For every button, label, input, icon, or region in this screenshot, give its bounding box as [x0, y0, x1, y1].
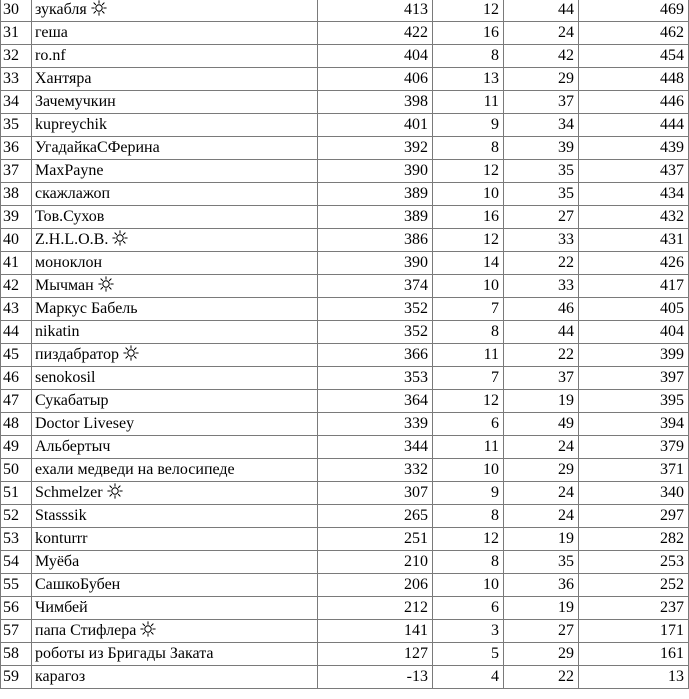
player-name: Мычман: [35, 277, 94, 294]
score-b-cell: 11: [433, 91, 504, 114]
score-c-cell: 35: [504, 551, 579, 574]
name-cell: [32, 482, 318, 505]
name-cell: [32, 344, 318, 367]
table-row: [1, 574, 689, 597]
player-name: Stasssik: [35, 507, 87, 524]
total-cell: 252: [579, 574, 689, 597]
rank-cell: 31: [1, 22, 32, 45]
total-cell: 454: [579, 45, 689, 68]
player-name: Z.H.L.O.B.: [35, 231, 109, 248]
score-a-cell: 392: [318, 137, 433, 160]
total-cell: 446: [579, 91, 689, 114]
rank-cell: 40: [1, 229, 32, 252]
player-name: Зачемучкин: [35, 93, 116, 110]
score-c-cell: 27: [504, 206, 579, 229]
player-name: гешa: [35, 24, 68, 41]
score-b-cell: 8: [433, 505, 504, 528]
score-b-cell: 8: [433, 321, 504, 344]
table-row: [1, 459, 689, 482]
player-name: УгадайкаСФерина: [35, 139, 160, 156]
score-a-cell: 386: [318, 229, 433, 252]
name-cell: [32, 45, 318, 68]
score-a-cell: 127: [318, 643, 433, 666]
total-cell: 448: [579, 68, 689, 91]
score-a-cell: 352: [318, 321, 433, 344]
score-c-cell: 44: [504, 0, 579, 22]
name-cell: [32, 597, 318, 620]
name-cell: [32, 206, 318, 229]
name-cell: [32, 551, 318, 574]
score-a-cell: 374: [318, 275, 433, 298]
name-cell: [32, 436, 318, 459]
rank-cell: 54: [1, 551, 32, 574]
score-c-cell: 22: [504, 252, 579, 275]
player-name: ехали медведи на велосипеде: [35, 461, 235, 478]
name-cell: [32, 643, 318, 666]
score-b-cell: 9: [433, 114, 504, 137]
player-name: скажлажоп: [35, 185, 111, 202]
player-name: зукабля: [35, 1, 87, 18]
player-name: Сукабатыр: [35, 392, 109, 409]
total-cell: 437: [579, 160, 689, 183]
score-c-cell: 24: [504, 505, 579, 528]
total-cell: 439: [579, 137, 689, 160]
player-name: ro.nf: [35, 47, 66, 64]
score-a-cell: 366: [318, 344, 433, 367]
score-a-cell: 141: [318, 620, 433, 643]
score-c-cell: 42: [504, 45, 579, 68]
total-cell: 394: [579, 413, 689, 436]
score-c-cell: 19: [504, 597, 579, 620]
score-b-cell: 12: [433, 528, 504, 551]
player-name: Schmelzer: [35, 484, 103, 501]
score-a-cell: 406: [318, 68, 433, 91]
score-c-cell: 29: [504, 68, 579, 91]
score-b-cell: 13: [433, 68, 504, 91]
score-a-cell: 404: [318, 45, 433, 68]
score-b-cell: 8: [433, 137, 504, 160]
table-row: [1, 367, 689, 390]
table-row: [1, 321, 689, 344]
table-row: [1, 252, 689, 275]
total-cell: 462: [579, 22, 689, 45]
player-name: Doctor Livesey: [35, 415, 135, 432]
total-cell: 379: [579, 436, 689, 459]
score-a-cell: 265: [318, 505, 433, 528]
sun-icon: [112, 230, 128, 246]
score-b-cell: 11: [433, 344, 504, 367]
score-b-cell: 3: [433, 620, 504, 643]
rank-cell: 36: [1, 137, 32, 160]
name-cell: [32, 459, 318, 482]
name-cell: [32, 505, 318, 528]
table-row: [1, 597, 689, 620]
score-b-cell: 8: [433, 551, 504, 574]
score-c-cell: 33: [504, 229, 579, 252]
name-cell: [32, 528, 318, 551]
table-row: [1, 298, 689, 321]
total-cell: 13: [579, 666, 689, 689]
rank-cell: 51: [1, 482, 32, 505]
rank-cell: 46: [1, 367, 32, 390]
score-b-cell: 4: [433, 666, 504, 689]
sun-icon: [140, 621, 156, 637]
score-c-cell: 35: [504, 160, 579, 183]
player-name: папа Стифлера: [35, 622, 137, 639]
total-cell: 297: [579, 505, 689, 528]
rank-cell: 32: [1, 45, 32, 68]
score-c-cell: 24: [504, 482, 579, 505]
player-name: Муёба: [35, 553, 80, 570]
sun-icon: [107, 483, 123, 499]
table-row: [1, 643, 689, 666]
rank-cell: 47: [1, 390, 32, 413]
rank-cell: 42: [1, 275, 32, 298]
sun-icon: [123, 345, 139, 361]
score-a-cell: 344: [318, 436, 433, 459]
score-b-cell: 10: [433, 183, 504, 206]
rank-cell: 56: [1, 597, 32, 620]
table-row: [1, 275, 689, 298]
score-b-cell: 6: [433, 413, 504, 436]
table-row: [1, 482, 689, 505]
total-cell: 432: [579, 206, 689, 229]
sun-icon: [98, 276, 114, 292]
score-b-cell: 16: [433, 22, 504, 45]
table-row: [1, 666, 689, 689]
table-row: [1, 229, 689, 252]
name-cell: [32, 298, 318, 321]
table-row: [1, 137, 689, 160]
player-name: Чимбей: [35, 599, 88, 616]
total-cell: 253: [579, 551, 689, 574]
score-c-cell: 29: [504, 459, 579, 482]
rank-cell: 39: [1, 206, 32, 229]
total-cell: 417: [579, 275, 689, 298]
score-a-cell: 307: [318, 482, 433, 505]
score-b-cell: 12: [433, 390, 504, 413]
table-row: [1, 22, 689, 45]
score-a-cell: 389: [318, 206, 433, 229]
rank-cell: 59: [1, 666, 32, 689]
score-b-cell: 10: [433, 459, 504, 482]
rank-cell: 44: [1, 321, 32, 344]
total-cell: 237: [579, 597, 689, 620]
score-a-cell: 390: [318, 252, 433, 275]
score-b-cell: 5: [433, 643, 504, 666]
name-cell: [32, 183, 318, 206]
score-c-cell: 37: [504, 367, 579, 390]
table-row: [1, 45, 689, 68]
score-a-cell: 364: [318, 390, 433, 413]
total-cell: 161: [579, 643, 689, 666]
table-row: [1, 114, 689, 137]
score-c-cell: 49: [504, 413, 579, 436]
name-cell: [32, 137, 318, 160]
rank-cell: 30: [1, 0, 32, 22]
score-a-cell: 212: [318, 597, 433, 620]
score-c-cell: 33: [504, 275, 579, 298]
name-cell: [32, 666, 318, 689]
name-cell: [32, 91, 318, 114]
score-a-cell: -13: [318, 666, 433, 689]
rank-cell: 55: [1, 574, 32, 597]
table-row: [1, 0, 689, 22]
table-row: [1, 436, 689, 459]
score-b-cell: 10: [433, 275, 504, 298]
score-c-cell: 36: [504, 574, 579, 597]
player-name: карагоз: [35, 668, 86, 685]
score-c-cell: 19: [504, 390, 579, 413]
total-cell: 397: [579, 367, 689, 390]
table-row: [1, 160, 689, 183]
name-cell: [32, 367, 318, 390]
score-c-cell: 44: [504, 321, 579, 344]
score-c-cell: 24: [504, 22, 579, 45]
score-a-cell: 389: [318, 183, 433, 206]
score-c-cell: 22: [504, 344, 579, 367]
name-cell: [32, 68, 318, 91]
score-b-cell: 12: [433, 229, 504, 252]
player-name: моноклон: [35, 254, 103, 271]
score-a-cell: 422: [318, 22, 433, 45]
score-a-cell: 401: [318, 114, 433, 137]
rank-cell: 45: [1, 344, 32, 367]
score-b-cell: 7: [433, 367, 504, 390]
score-a-cell: 353: [318, 367, 433, 390]
score-c-cell: 46: [504, 298, 579, 321]
rank-cell: 41: [1, 252, 32, 275]
player-name: СашкоБубен: [35, 576, 121, 593]
score-c-cell: 39: [504, 137, 579, 160]
score-a-cell: 413: [318, 0, 433, 22]
name-cell: [32, 229, 318, 252]
rank-cell: 58: [1, 643, 32, 666]
score-c-cell: 35: [504, 183, 579, 206]
player-name: Маркус Бабель: [35, 300, 138, 317]
player-name: Альбертыч: [35, 438, 111, 455]
score-b-cell: 11: [433, 436, 504, 459]
player-name: nikatin: [35, 323, 80, 340]
table-row: [1, 620, 689, 643]
total-cell: 171: [579, 620, 689, 643]
rank-cell: 57: [1, 620, 32, 643]
name-cell: [32, 160, 318, 183]
name-cell: [32, 252, 318, 275]
score-a-cell: 352: [318, 298, 433, 321]
table-row: [1, 183, 689, 206]
total-cell: 399: [579, 344, 689, 367]
player-name: Хантяра: [35, 70, 92, 87]
score-a-cell: 210: [318, 551, 433, 574]
score-a-cell: 339: [318, 413, 433, 436]
rank-cell: 38: [1, 183, 32, 206]
score-b-cell: 7: [433, 298, 504, 321]
score-a-cell: 390: [318, 160, 433, 183]
score-b-cell: 16: [433, 206, 504, 229]
rank-cell: 33: [1, 68, 32, 91]
total-cell: 371: [579, 459, 689, 482]
total-cell: 404: [579, 321, 689, 344]
total-cell: 469: [579, 0, 689, 22]
total-cell: 282: [579, 528, 689, 551]
rank-cell: 34: [1, 91, 32, 114]
player-name: MaxPayne: [35, 162, 104, 179]
table-row: [1, 528, 689, 551]
table-row: [1, 206, 689, 229]
rank-cell: 35: [1, 114, 32, 137]
total-cell: 444: [579, 114, 689, 137]
score-c-cell: 34: [504, 114, 579, 137]
rank-cell: 50: [1, 459, 32, 482]
score-c-cell: 27: [504, 620, 579, 643]
name-cell: [32, 413, 318, 436]
name-cell: [32, 620, 318, 643]
name-cell: [32, 275, 318, 298]
total-cell: 395: [579, 390, 689, 413]
score-a-cell: 332: [318, 459, 433, 482]
rank-cell: 53: [1, 528, 32, 551]
name-cell: [32, 22, 318, 45]
score-b-cell: 10: [433, 574, 504, 597]
player-name: konturrr: [35, 530, 88, 547]
player-name: Тов.Сухов: [35, 208, 105, 225]
score-b-cell: 6: [433, 597, 504, 620]
rank-cell: 48: [1, 413, 32, 436]
player-name: пиздабратор: [35, 346, 120, 363]
name-cell: [32, 574, 318, 597]
score-a-cell: 251: [318, 528, 433, 551]
score-b-cell: 12: [433, 0, 504, 22]
score-a-cell: 206: [318, 574, 433, 597]
player-name: роботы из Бригады Заката: [35, 645, 214, 662]
name-cell: [32, 0, 318, 22]
table-row: [1, 413, 689, 436]
name-cell: [32, 321, 318, 344]
rank-cell: 49: [1, 436, 32, 459]
table-row: [1, 505, 689, 528]
total-cell: 434: [579, 183, 689, 206]
rank-cell: 52: [1, 505, 32, 528]
total-cell: 426: [579, 252, 689, 275]
table-row: [1, 390, 689, 413]
total-cell: 405: [579, 298, 689, 321]
player-name: kupreychik: [35, 116, 107, 133]
score-c-cell: 29: [504, 643, 579, 666]
total-cell: 340: [579, 482, 689, 505]
score-b-cell: 9: [433, 482, 504, 505]
score-c-cell: 24: [504, 436, 579, 459]
table-row: [1, 91, 689, 114]
score-c-cell: 22: [504, 666, 579, 689]
score-c-cell: 19: [504, 528, 579, 551]
name-cell: [32, 390, 318, 413]
total-cell: 431: [579, 229, 689, 252]
score-c-cell: 37: [504, 91, 579, 114]
table-row: [1, 68, 689, 91]
table-row: [1, 344, 689, 367]
rank-cell: 43: [1, 298, 32, 321]
name-cell: [32, 114, 318, 137]
score-b-cell: 12: [433, 160, 504, 183]
player-name: senokosil: [35, 369, 96, 386]
score-b-cell: 14: [433, 252, 504, 275]
rank-cell: 37: [1, 160, 32, 183]
sun-icon: [91, 0, 107, 16]
score-b-cell: 8: [433, 45, 504, 68]
score-a-cell: 398: [318, 91, 433, 114]
table-row: [1, 551, 689, 574]
